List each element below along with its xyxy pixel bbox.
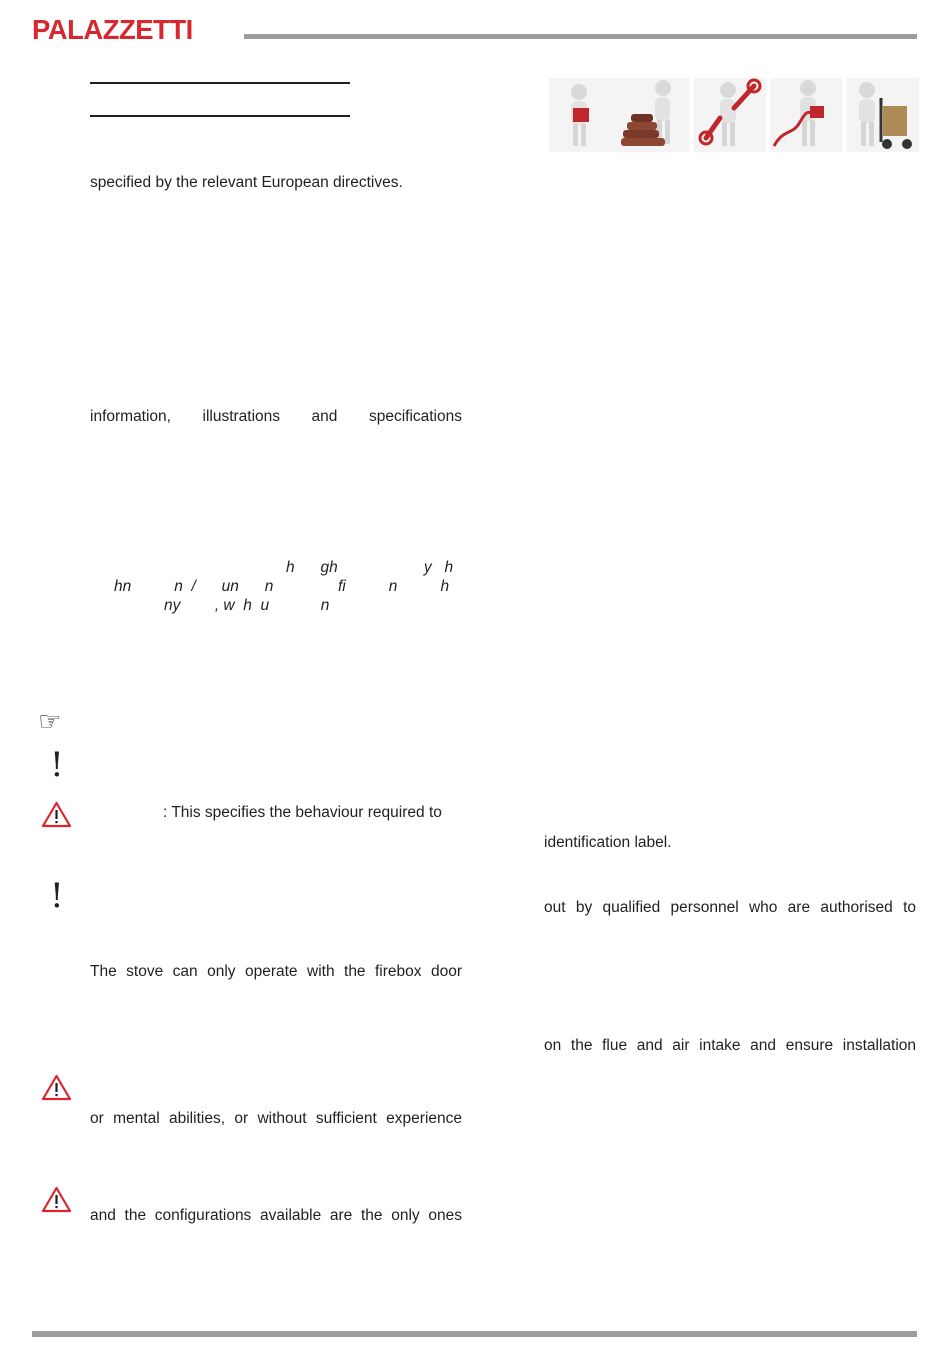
text-qualified-personnel: out by qualified personnel who are authorised to: [544, 899, 916, 916]
text-identification-label: identification label.: [544, 834, 672, 851]
figure-with-logs: [617, 78, 689, 152]
brand-logo: PALAZZETTI: [32, 14, 193, 45]
illustration-strip: [549, 78, 919, 154]
footer-rule: [32, 1331, 917, 1337]
figure-with-hand-truck: [847, 78, 919, 152]
italic-fragment-1: h gh y h: [286, 559, 454, 576]
exclamation-icon: !: [50, 745, 64, 785]
italic-fragment-2: hn n / un n fi n h: [114, 578, 450, 595]
pointing-hand-icon: ☞: [38, 707, 62, 737]
italic-fragment-3: ny , w h u n: [164, 597, 330, 614]
header-rule: [244, 34, 917, 39]
text-configurations: and the configurations available are the only ones: [90, 1207, 462, 1224]
warning-triangle-icon: [41, 1186, 72, 1213]
text-flue-air-intake: on the flue and air intake and ensure installation: [544, 1037, 916, 1054]
warning-triangle-icon: [41, 801, 72, 828]
text-danger-note: : This specifies the behaviour required to: [163, 804, 442, 821]
exclamation-icon: !: [50, 876, 64, 916]
figure-reading-manual: [549, 78, 621, 152]
figure-with-wrench: [694, 78, 766, 152]
text-mental-abilities: or mental abilities, or without sufficient experience: [90, 1110, 462, 1127]
text-information: information, illustrations and specifications: [90, 408, 462, 425]
text-firebox: The stove can only operate with the firebox door: [90, 963, 462, 980]
title-underline-1: [90, 82, 350, 84]
text-directives: specified by the relevant European directives.: [90, 174, 403, 191]
figure-with-power-cable: [770, 78, 842, 152]
title-underline-2: [90, 115, 350, 117]
warning-triangle-icon: [41, 1074, 72, 1101]
